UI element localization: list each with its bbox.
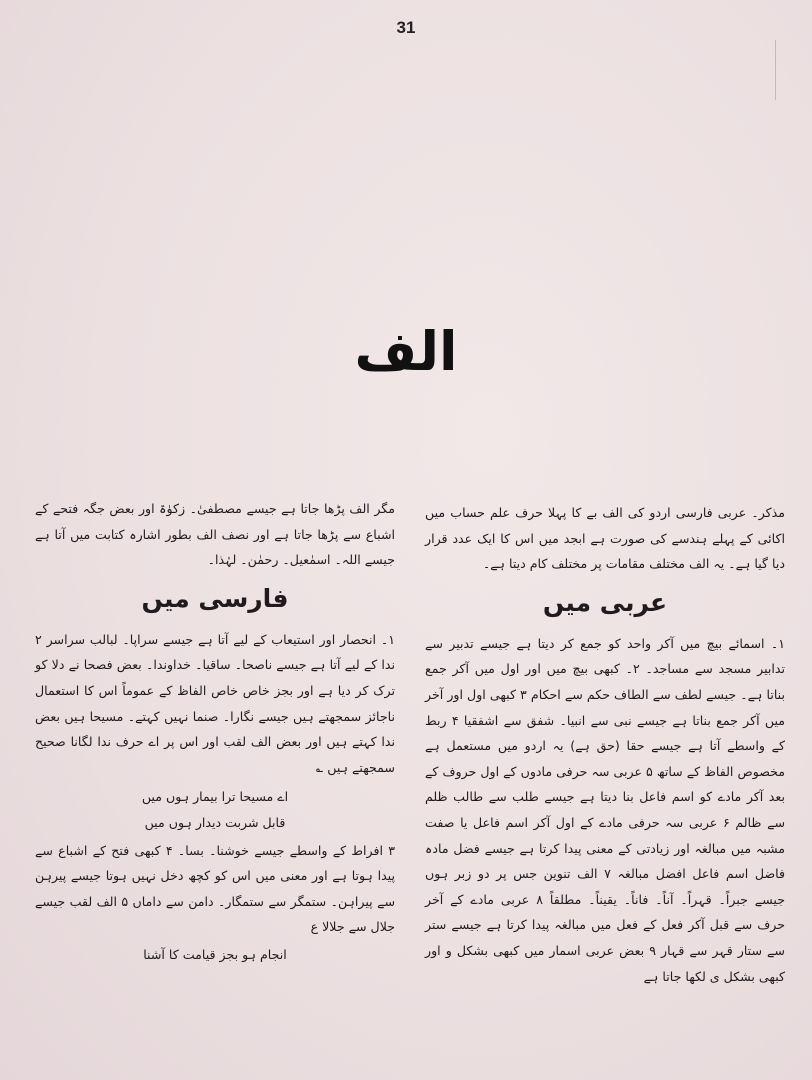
verse-line: انجام ہو بجز قیامت کا آشنا [143,946,287,962]
verse-line: اے مسیحا ترا بیمار ہوں میں [141,789,289,805]
section-heading-persian: فارسی میں [141,583,289,613]
couplet [35,784,395,835]
arabic-usage-paragraph: ۱۔ اسمائے بیچ میں آکر واحد کو جمع کر دیتا ہے جیسے تدبیر سے تدابیر مسجد سے مساجد۔ ۲۔ کبھی بیچ میں اور اول میں آکر جمع بناتا ہے۔ جیسے لطف سے الطاف حکم سے احکام ۳ کبھی اول اور آخر میں آکر جمع بناتا ہے جیسے نبی سے انبیا۔ شفق سے اشفقیا ۴ ربط کے واسطے آتا ہے جیسے حقا (حق ہے) یہ اردو میں مستعمل ہے مخصوص الفاظ کے ساتھ ۵ عربی سہ حرفی مادوں کے اول حروف کے بعد آکر مادے کو اسم فاعل بنا دیتا ہے جیسے طلب سے طالب ظلم سے ظالم ۶ عربی سہ حرفی مادے کے اول آکر اسم فاعل یا صفت مشبہ میں مبالغہ اور زیادتی کے معنی پیدا کرتا ہے جیسے فضل مادہ فاضل اسم فاعل افضل مبالغہ ۷ الف تنوین جس پر دو زبر ہوں جیسے جبراً۔ قہراً۔ آناً۔ فاناً۔ یقیناً۔ مطلقاً ۸ عربی مادے کے آخر حرف سے قبل آکر فعل کے فعل میں مبالغہ پیدا کرتا ہے جیسے ستر سے ستار قہر سے قہار ۹ بعض عربی اسمار میں کبھی بشکل و اور کبھی بشکل ی لکھا جاتا ہے [425,635,786,984]
persian-usage-paragraph: ۱۔ انحصار اور استیعاب کے لیے آتا ہے جیسے سراپا۔ لبالب سراسر ۲ ندا کے لیے آتا ہے جیسے ناصحا۔ ساقیا۔ خداوندا۔ بعض فصحا نے دلا کو ترک کر دیا ہے اور بجز خاص خاص الفاظ کے عموماً اس کا استعمال ناجائز سمجھتے ہیں جیسے نگارا۔ صنما نہیں کہتے۔ مسیحا ہیں بعض ندا کہتے ہیں اور بعض الف لقب اور اس پر اے حرف ندا لگانا صحیح سمجھتے ہیں ؎ [35,631,395,775]
left-column [35,496,395,968]
intro-paragraph: مذکر۔ عربی فارسی اردو کی الف بے کا پہلا حرف علم حساب میں اکائی کے پہلے ہندسے کی صورت ہے ابجد میں اس کا ایک عدد قرار دیا گیا ہے۔ یہ الف مختلف مقامات پر مختلف کام دیتا ہے۔ [425,505,785,572]
chapter-title: الف [354,320,458,383]
continued-paragraph: مگر الف پڑھا جاتا ہے جیسے مصطفیٰ۔ زکوٰۃ اور بعض جگہ فتحے کے اشباع سے پڑھا جاتا ہے اور نصف الف بطور اشارہ کتابت میں آتا ہے جیسے اللہ۔ اسمٰعیل۔ رحمٰن۔ لہٰذا۔ [35,501,395,568]
verse-line: قابل شربت دیدار ہوں میں [144,814,286,830]
page-number: 31 [396,18,416,37]
persian-usage-paragraph-2: ۳ افراط کے واسطے جیسے خوشنا۔ بسا۔ ۴ کبھی فتح کے اشباع سے پیدا ہوتا ہے اور معنی میں اس کو کچھ دخل نہیں ہوتا جیسے پیرہن سے پیراہن۔ ستمگر سے ستمگار۔ دامن سے داماں ۵ الف لقب جیسے جلال سے جلالا ع [35,842,396,935]
section-heading-arabic: عربی میں [542,587,668,617]
right-column [425,500,785,989]
page-edge-line [775,40,776,100]
